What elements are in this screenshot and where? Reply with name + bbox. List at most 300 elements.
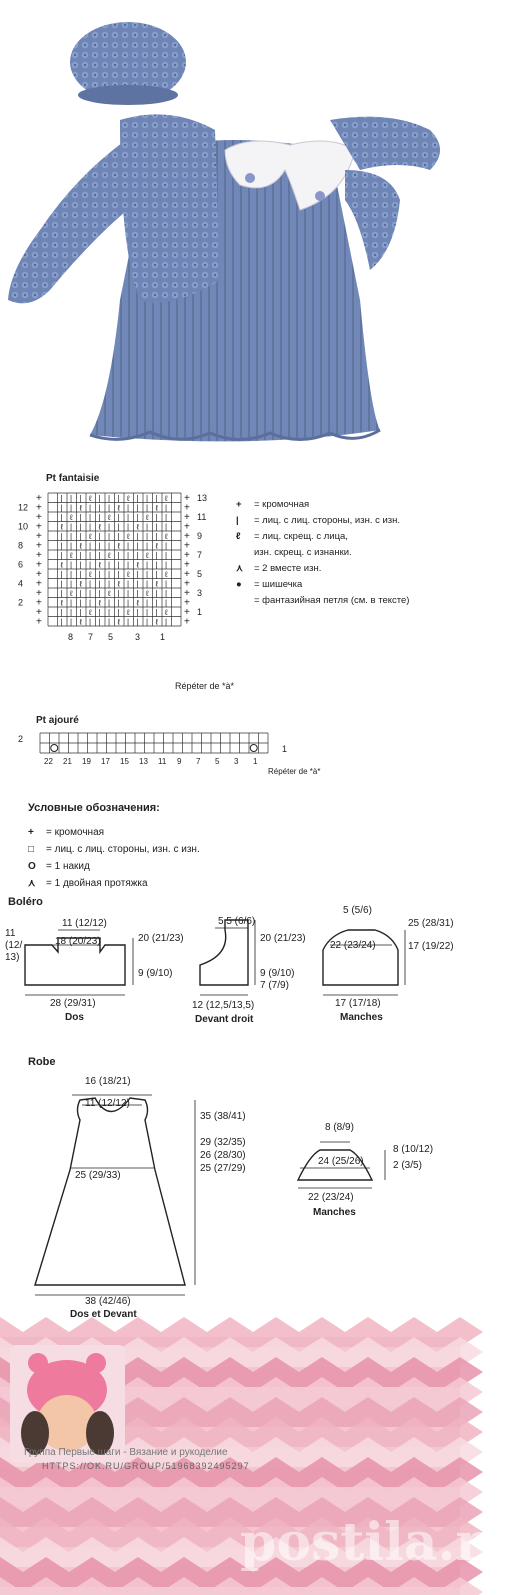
stitch-symbol: |: [155, 598, 158, 608]
col-number: 5: [108, 632, 114, 642]
robe-top1: 16 (18/21): [85, 1076, 131, 1087]
chart-fancy-title: Pt fantaisie: [46, 473, 100, 484]
stitch-symbol: |: [146, 570, 149, 579]
stitch-symbol: ℓ: [136, 522, 140, 532]
edge-plus: +: [36, 540, 42, 552]
legend-item: [236, 497, 456, 513]
stitch-symbol: |: [60, 589, 63, 598]
stitch-symbol: |: [165, 551, 168, 560]
row-number-right: 7: [197, 550, 203, 560]
knitwear-illustration: [0, 0, 460, 455]
stitch-symbol: |: [127, 579, 130, 589]
lace-col-number: 19: [82, 757, 91, 766]
yarn-over-symbol: [250, 745, 257, 752]
robe-manches-bottom: 22 (23/24): [308, 1192, 354, 1203]
stitch-symbol: ℓ: [155, 503, 159, 513]
stitch-symbol: ℓ: [70, 551, 73, 560]
edge-plus: +: [184, 559, 190, 571]
edge-plus: +: [184, 569, 190, 580]
devant-top: 5,5 (6/6): [218, 916, 256, 927]
edge-plus: +: [184, 597, 190, 609]
legend-symbol: ●: [236, 579, 242, 590]
stitch-symbol: ℓ: [79, 617, 83, 627]
stitch-symbol: |: [79, 551, 82, 560]
stitch-symbol: ℓ: [60, 522, 64, 532]
stitch-symbol: ℓ: [89, 532, 92, 541]
stitch-symbol: ℓ: [146, 551, 149, 560]
col-number: 3: [135, 632, 141, 642]
robe-manches-right2: 2 (3/5): [393, 1160, 422, 1171]
stitch-symbol: ℓ: [98, 598, 102, 608]
stitch-symbol: |: [98, 589, 101, 598]
manches-right-top: 25 (28/31): [408, 918, 454, 929]
manches-mid: 22 (23/24): [330, 940, 376, 951]
edge-plus: +: [36, 607, 42, 618]
legend2-item: [28, 824, 328, 841]
stitch-symbol: ℓ: [98, 560, 102, 570]
row-number-right: 11: [197, 512, 207, 522]
stitch-symbol: ℓ: [117, 579, 121, 589]
stitch-symbol: ℓ: [127, 570, 130, 579]
stitch-symbol: |: [146, 494, 149, 503]
stitch-symbol: |: [165, 503, 168, 513]
legend2-item: [28, 841, 328, 858]
legend-item: [236, 529, 456, 545]
stitch-symbol: |: [108, 503, 111, 513]
chart-lace-title: Pt ajouré: [36, 715, 79, 726]
stitch-symbol: |: [117, 522, 120, 532]
stitch-symbol: |: [98, 570, 101, 579]
group-caption: Группа Первые шаги - Вязание и рукоделие: [24, 1447, 228, 1458]
stitch-symbol: ℓ: [155, 541, 159, 551]
stitch-symbol: |: [108, 522, 111, 532]
lace-col-number: 7: [196, 757, 201, 766]
robe-manches-name: Manches: [313, 1207, 356, 1218]
stitch-symbol: |: [98, 541, 101, 551]
row-number-right: 13: [197, 493, 208, 503]
edge-plus: +: [184, 493, 190, 504]
stitch-symbol: |: [70, 608, 73, 617]
lace-col-number: 5: [215, 757, 220, 766]
stitch-symbol: |: [60, 513, 63, 522]
stitch-symbol: ℓ: [117, 503, 121, 513]
pink-knit-photo: [0, 1337, 521, 1595]
devant-name: Devant droit: [195, 1014, 254, 1025]
stitch-symbol: |: [127, 589, 130, 598]
legend-text: изн. скрещ. с изнанки.: [254, 547, 352, 558]
stitch-symbol: ℓ: [108, 513, 111, 522]
stitch-symbol: |: [108, 541, 111, 551]
stitch-symbol: |: [127, 560, 130, 570]
row-number-right: 3: [197, 588, 203, 598]
stitch-symbol: |: [165, 541, 168, 551]
baby-thumbnail: [10, 1345, 125, 1463]
stitch-symbol: |: [79, 522, 82, 532]
legend-symbol: |: [236, 515, 239, 526]
devant-right-mid: 9 (9/10): [260, 968, 295, 979]
stitch-symbol: ℓ: [79, 503, 83, 513]
legend-text: = 2 вместе изн.: [254, 563, 322, 574]
stitch-symbol: |: [70, 541, 73, 551]
stitch-symbol: |: [70, 560, 73, 570]
stitch-symbol: |: [60, 532, 63, 541]
row-number-right: 9: [197, 531, 203, 541]
row-number-left: 8: [18, 540, 24, 551]
stitch-symbol: |: [79, 532, 82, 541]
legend2-text: = лиц. с лиц. стороны, изн. с изн.: [46, 844, 200, 855]
stitch-symbol: |: [136, 494, 139, 503]
stitch-symbol: ℓ: [155, 579, 159, 589]
stitch-symbol: |: [60, 608, 63, 617]
stitch-symbol: |: [136, 579, 139, 589]
stitch-symbol: |: [146, 532, 149, 541]
stitch-symbol: ℓ: [165, 608, 168, 617]
legend-list: [28, 824, 328, 892]
chart-lace-grid: [0, 725, 460, 785]
stitch-symbol: |: [136, 570, 139, 579]
legend2-item: [28, 875, 328, 892]
stitch-symbol: |: [89, 579, 92, 589]
manches-bottom: 17 (17/18): [335, 998, 381, 1009]
stitch-symbol: |: [165, 513, 168, 522]
stitch-symbol: |: [155, 494, 158, 503]
stitch-symbol: ℓ: [146, 513, 149, 522]
stitch-symbol: |: [146, 608, 149, 617]
stitch-symbol: |: [79, 570, 82, 579]
edge-plus: +: [184, 550, 190, 561]
stitch-symbol: |: [108, 494, 111, 503]
lace-col-number: 11: [158, 757, 167, 766]
stitch-symbol: ℓ: [79, 541, 83, 551]
stitch-symbol: |: [136, 513, 139, 522]
robe-r2: 29 (32/35): [200, 1137, 246, 1148]
stitch-symbol: |: [108, 560, 111, 570]
stitch-symbol: |: [155, 532, 158, 541]
stitch-symbol: |: [60, 617, 63, 627]
manches-name: Manches: [340, 1012, 383, 1023]
legend-item: [236, 513, 456, 529]
stitch-symbol: |: [60, 503, 63, 513]
stitch-symbol: |: [165, 598, 168, 608]
edge-plus: +: [184, 578, 190, 590]
stitch-symbol: |: [155, 589, 158, 598]
stitch-symbol: |: [79, 608, 82, 617]
stitch-symbol: |: [146, 560, 149, 570]
postila-watermark: postila.ru: [240, 1512, 521, 1573]
stitch-symbol: |: [60, 494, 63, 503]
stitch-symbol: |: [155, 513, 158, 522]
edge-plus: +: [36, 597, 42, 609]
legend2-symbol: O: [28, 861, 36, 872]
stitch-symbol: |: [108, 598, 111, 608]
stitch-symbol: |: [136, 589, 139, 598]
stitch-symbol: |: [89, 560, 92, 570]
stitch-symbol: |: [155, 570, 158, 579]
lace-row-left: 2: [18, 734, 24, 744]
knitwear-photo: [0, 0, 460, 455]
manches-right-mid: 17 (19/22): [408, 941, 454, 952]
stitch-symbol: |: [70, 579, 73, 589]
stitch-symbol: |: [89, 617, 92, 627]
edge-plus: +: [36, 531, 42, 542]
col-number: 8: [68, 632, 74, 642]
stitch-symbol: |: [108, 570, 111, 579]
stitch-symbol: ℓ: [165, 570, 168, 579]
stitch-symbol: |: [136, 532, 139, 541]
edge-plus: +: [184, 502, 190, 514]
stitch-symbol: |: [136, 541, 139, 551]
stitch-symbol: ℓ: [70, 513, 73, 522]
stitch-symbol: |: [98, 617, 101, 627]
robe-title: Robe: [28, 1056, 56, 1068]
legend2-text: = 1 двойная протяжка: [46, 878, 148, 889]
stitch-symbol: |: [117, 532, 120, 541]
stitch-symbol: ℓ: [60, 598, 64, 608]
edge-plus: +: [184, 607, 190, 618]
stitch-symbol: |: [60, 551, 63, 560]
legend2-symbol: □: [28, 844, 35, 855]
stitch-symbol: |: [117, 598, 120, 608]
stitch-symbol: |: [79, 560, 82, 570]
stitch-symbol: |: [79, 598, 82, 608]
lace-col-number: 3: [234, 757, 239, 766]
bolero-title: Boléro: [8, 896, 43, 908]
dos-name: Dos: [65, 1012, 84, 1023]
legend-item: [236, 593, 456, 609]
stitch-symbol: |: [98, 503, 101, 513]
group-url: HTTPS://OK.RU/GROUP/51968392495297: [42, 1461, 250, 1471]
devant-right-low: 7 (7/9): [260, 980, 289, 991]
stitch-symbol: ℓ: [60, 560, 64, 570]
stitch-symbol: |: [98, 579, 101, 589]
stitch-symbol: |: [127, 617, 130, 627]
row-number-left: 6: [18, 559, 24, 570]
lace-col-number: 15: [120, 757, 129, 766]
edge-plus: +: [36, 550, 42, 561]
robe-diagram: [0, 1070, 460, 1300]
stitch-symbol: |: [117, 570, 120, 579]
stitch-symbol: |: [70, 570, 73, 579]
stitch-symbol: |: [136, 608, 139, 617]
stitch-symbol: |: [60, 570, 63, 579]
stitch-symbol: |: [146, 598, 149, 608]
stitch-symbol: |: [117, 513, 120, 522]
stitch-symbol: |: [98, 532, 101, 541]
stitch-symbol: |: [70, 617, 73, 627]
legend-symbol: ⋏: [236, 563, 243, 574]
stitch-symbol: |: [89, 513, 92, 522]
stitch-symbol: |: [155, 522, 158, 532]
chevron-stripe: [0, 1317, 506, 1347]
edge-plus: +: [184, 512, 190, 523]
stitch-symbol: |: [117, 560, 120, 570]
legend2-text: = кромочная: [46, 827, 105, 838]
stitch-symbol: |: [146, 503, 149, 513]
legend-item: [236, 545, 456, 561]
robe-manches-right1: 8 (10/12): [393, 1144, 434, 1155]
row-number-right: 5: [197, 569, 203, 579]
row-number-left: 4: [18, 578, 24, 589]
yarn-over-symbol: [51, 745, 58, 752]
stitch-symbol: |: [70, 494, 73, 503]
stitch-symbol: |: [117, 608, 120, 617]
lace-col-number: 9: [177, 757, 182, 766]
stitch-symbol: |: [155, 551, 158, 560]
stitch-symbol: |: [165, 589, 168, 598]
edge-plus: +: [36, 502, 42, 514]
legend-text: = шишечка: [254, 579, 303, 590]
stitch-symbol: ℓ: [98, 522, 102, 532]
robe-manches-mid: 24 (25/26): [318, 1156, 364, 1167]
legend2-item: [28, 858, 328, 875]
stitch-symbol: |: [70, 598, 73, 608]
stitch-symbol: |: [79, 494, 82, 503]
lace-col-number: 21: [63, 757, 72, 766]
lace-col-number: 17: [101, 757, 110, 766]
stitch-symbol: |: [146, 579, 149, 589]
legend-text: = лиц. скрещ. с лица,: [254, 531, 348, 542]
dos-right-top: 20 (21/23): [138, 933, 184, 944]
stitch-symbol: ℓ: [165, 532, 168, 541]
lace-col-number: 1: [253, 757, 258, 766]
stitch-symbol: |: [60, 579, 63, 589]
lace-col-number: 13: [139, 757, 148, 766]
stitch-symbol: |: [108, 608, 111, 617]
stitch-symbol: |: [136, 503, 139, 513]
edge-plus: +: [36, 578, 42, 590]
stitch-symbol: |: [108, 617, 111, 627]
stitch-symbol: |: [89, 589, 92, 598]
stitch-symbol: ℓ: [127, 608, 130, 617]
stitch-symbol: |: [89, 522, 92, 532]
stitch-symbol: |: [165, 617, 168, 627]
robe-bottom: 38 (42/46): [85, 1296, 131, 1307]
stitch-symbol: |: [89, 541, 92, 551]
stitch-symbol: |: [70, 522, 73, 532]
legend2-symbol: ⋏: [28, 878, 36, 889]
stitch-symbol: ℓ: [127, 532, 130, 541]
edge-plus: +: [36, 616, 42, 628]
stitch-symbol: ℓ: [79, 579, 83, 589]
stitch-symbol: ℓ: [108, 551, 111, 560]
edge-plus: +: [184, 540, 190, 552]
legend-item: [236, 561, 456, 577]
edge-plus: +: [184, 531, 190, 542]
stitch-symbol: |: [98, 513, 101, 522]
legend-text: = фантазийная петля (см. в тексте): [254, 595, 410, 606]
row-number-left: 2: [18, 597, 24, 608]
stitch-symbol: |: [127, 513, 130, 522]
robe-manches-top: 8 (8/9): [325, 1122, 354, 1133]
row-number-right: 1: [197, 607, 203, 617]
dos-mid: 18 (20/23): [55, 936, 101, 947]
stitch-symbol: |: [98, 551, 101, 560]
dos-top: 11 (12/12): [62, 918, 107, 929]
stitch-symbol: |: [155, 608, 158, 617]
robe-r3: 26 (28/30): [200, 1150, 246, 1161]
stitch-symbol: ℓ: [89, 494, 92, 503]
stitch-symbol: ℓ: [146, 589, 149, 598]
stitch-symbol: ℓ: [70, 589, 73, 598]
stitch-symbol: |: [79, 513, 82, 522]
stitch-symbol: |: [165, 522, 168, 532]
stitch-symbol: |: [60, 541, 63, 551]
stitch-symbol: |: [70, 532, 73, 541]
edge-plus: +: [184, 521, 190, 533]
row-number-left: 10: [18, 521, 29, 532]
stitch-symbol: ℓ: [165, 494, 168, 503]
stitch-symbol: |: [155, 560, 158, 570]
col-number: 7: [88, 632, 94, 642]
legend-title: Условные обозначения:: [28, 802, 160, 814]
manches-top: 5 (5/6): [343, 905, 372, 916]
stitch-symbol: ℓ: [136, 598, 140, 608]
devant-bottom: 12 (12,5/13,5): [192, 1000, 255, 1011]
stitch-symbol: |: [117, 589, 120, 598]
stitch-symbol: |: [117, 494, 120, 503]
edge-plus: +: [184, 616, 190, 628]
robe-mid: 25 (29/33): [75, 1170, 121, 1181]
devant-right-top: 20 (21/23): [260, 933, 306, 944]
stitch-symbol: ℓ: [117, 541, 121, 551]
legend-text: = лиц. с лиц. стороны, изн. с изн.: [254, 515, 401, 526]
stitch-symbol: |: [89, 503, 92, 513]
legend2-symbol: +: [28, 827, 34, 838]
stitch-symbol: ℓ: [89, 570, 92, 579]
stitch-symbol: |: [98, 494, 101, 503]
robe-r4: 25 (27/29): [200, 1163, 246, 1174]
stitch-symbol: |: [146, 522, 149, 532]
edge-plus: +: [36, 569, 42, 580]
stitch-symbol: |: [127, 503, 130, 513]
stitch-symbol: |: [127, 551, 130, 560]
stitch-symbol: |: [146, 617, 149, 627]
stitch-symbol: |: [89, 551, 92, 560]
stitch-symbol: |: [127, 522, 130, 532]
stitch-symbol: ℓ: [155, 617, 159, 627]
edge-plus: +: [36, 559, 42, 571]
robe-r1: 35 (38/41): [200, 1111, 246, 1122]
stitch-symbol: |: [136, 617, 139, 627]
dos-right-mid: 9 (9/10): [138, 968, 173, 979]
stitch-symbol: ℓ: [108, 589, 111, 598]
lace-col-number: 22: [44, 757, 53, 766]
row-number-left: 12: [18, 502, 29, 513]
stitch-symbol: ℓ: [136, 560, 140, 570]
stitch-symbol: |: [127, 598, 130, 608]
stitch-symbol: |: [127, 541, 130, 551]
legend-symbol: ℓ: [236, 531, 241, 542]
edge-plus: +: [36, 493, 42, 504]
stitch-symbol: |: [117, 551, 120, 560]
stitch-symbol: |: [146, 541, 149, 551]
stitch-symbol: |: [108, 579, 111, 589]
dos-bottom: 28 (29/31): [50, 998, 96, 1009]
stitch-symbol: |: [70, 503, 73, 513]
stitch-symbol: ℓ: [89, 608, 92, 617]
stitch-symbol: |: [136, 551, 139, 560]
legend-item: [236, 577, 456, 593]
legend2-text: = 1 накид: [46, 861, 90, 872]
stitch-symbol: |: [165, 579, 168, 589]
chart-fancy-legend: [236, 497, 456, 609]
col-number: 1: [160, 632, 166, 642]
stitch-symbol: ℓ: [117, 617, 121, 627]
legend-text: = кромочная: [254, 499, 310, 510]
robe-name: Dos et Devant: [70, 1309, 137, 1320]
robe-top2: 11 (12/12): [85, 1098, 130, 1109]
stitch-symbol: ℓ: [127, 494, 130, 503]
